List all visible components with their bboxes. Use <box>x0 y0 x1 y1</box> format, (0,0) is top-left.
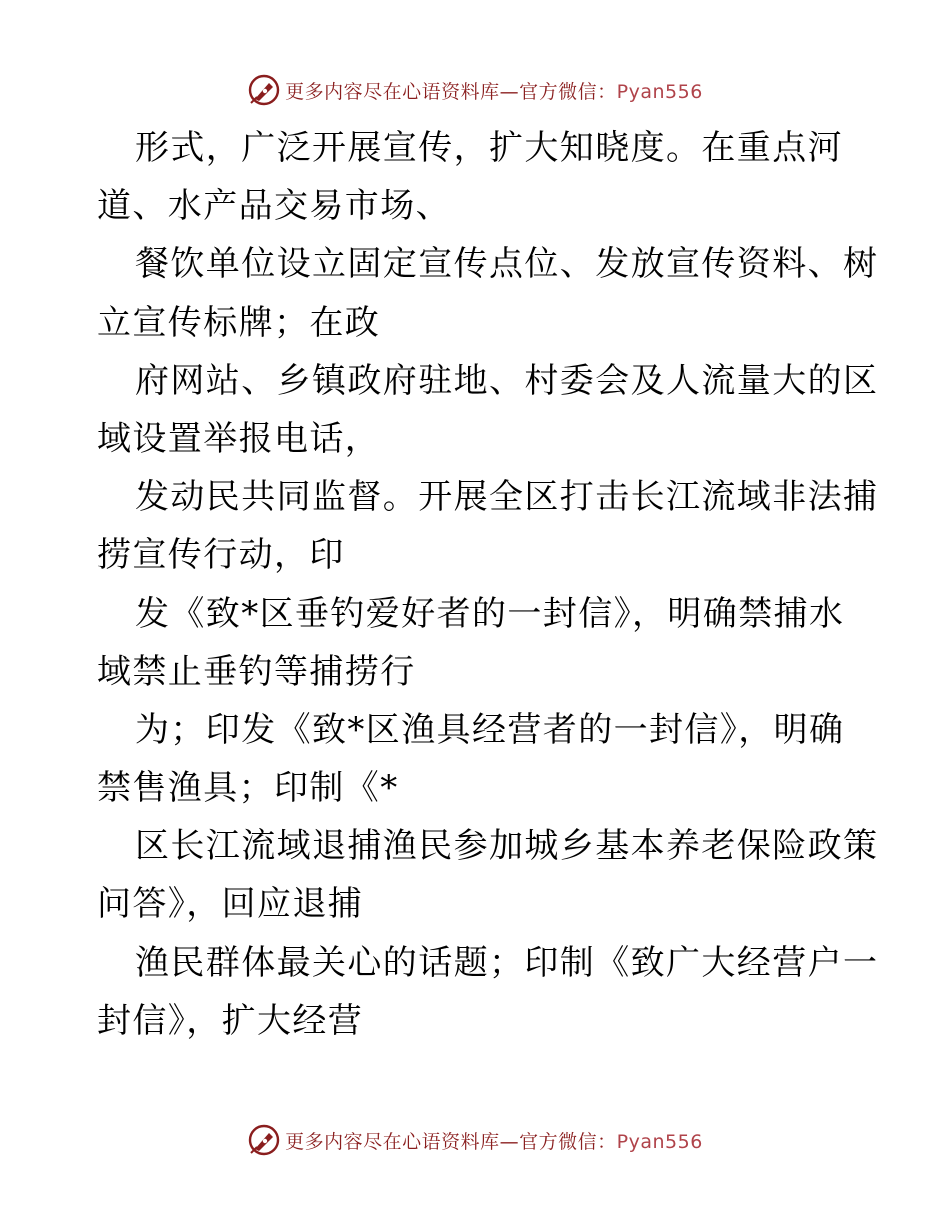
pen-nib-logo-icon <box>247 1123 281 1157</box>
watermark-handle: Pyan556 <box>616 80 703 103</box>
body-line: 餐饮单位设立固定宣传点位、发放宣传资料、树 <box>135 244 879 285</box>
body-line: 区长江流域退捕渔民参加城乡基本养老保险政策 <box>135 826 879 867</box>
body-line: 发动民共同监督。开展全区打击长江流域非法捕 <box>135 477 879 518</box>
body-line: 域禁止垂钓等捕捞行 <box>97 651 416 692</box>
body-line: 立宣传标牌；在政 <box>97 302 381 343</box>
header-watermark <box>0 70 950 110</box>
body-line: 渔民群体最关心的话题；印制《致广大经营户一 <box>135 942 879 983</box>
body-line: 域设置举报电话， <box>97 418 381 459</box>
watermark-text: 更多内容尽在心语资料库—官方微信：Pyan556 <box>285 80 703 103</box>
body-line: 道、水产品交易市场、 <box>97 186 451 227</box>
body-line: 为；印发《致*区渔具经营者的一封信》，明确 <box>135 709 845 750</box>
watermark-handle: Pyan556 <box>616 1130 703 1153</box>
body-line: 形式，广泛开展宣传，扩大知晓度。在重点河 <box>135 128 843 168</box>
body-line: 禁售渔具；印制《* <box>97 768 399 809</box>
watermark-text: 更多内容尽在心语资料库—官方微信：Pyan556 <box>285 1130 703 1153</box>
body-line: 捞宣传行动，印 <box>97 535 345 576</box>
body-line: 发《致*区垂钓爱好者的一封信》，明确禁捕水 <box>135 593 845 634</box>
pen-nib-logo-icon <box>247 73 281 107</box>
body-line: 府网站、乡镇政府驻地、村委会及人流量大的区 <box>135 360 879 401</box>
document-body <box>97 119 879 1050</box>
body-line: 封信》，扩大经营 <box>97 1000 364 1041</box>
footer-watermark <box>0 1120 950 1160</box>
body-line: 问答》，回应退捕 <box>97 884 364 925</box>
